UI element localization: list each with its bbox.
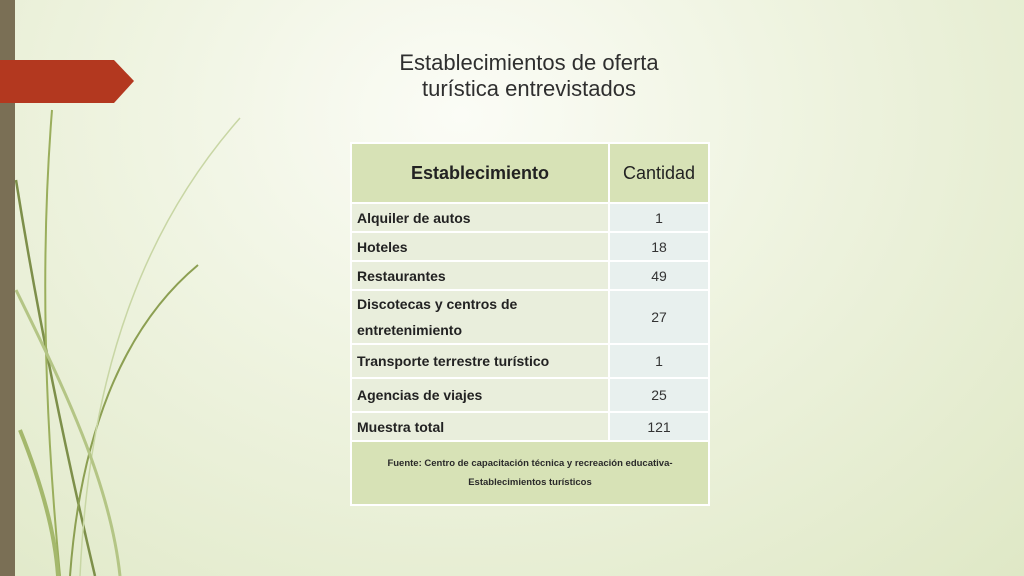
row-count: 18 xyxy=(609,232,709,261)
title-line-2: turística entrevistados xyxy=(422,76,636,101)
accent-arrow-tab xyxy=(0,60,134,103)
row-name: Muestra total xyxy=(351,412,609,441)
row-count: 1 xyxy=(609,203,709,232)
row-name: Discotecas y centros de entretenimiento xyxy=(351,290,609,344)
row-name: Alquiler de autos xyxy=(351,203,609,232)
table-row xyxy=(351,203,709,232)
row-name: Restaurantes xyxy=(351,261,609,290)
header-quantity: Cantidad xyxy=(609,143,709,203)
row-name: Hoteles xyxy=(351,232,609,261)
row-count: 121 xyxy=(609,412,709,441)
table-header-row xyxy=(351,143,709,203)
table-row-total xyxy=(351,412,709,441)
source-line-2: Establecimientos turísticos xyxy=(468,477,592,488)
table-row xyxy=(351,290,709,344)
row-name: Transporte terrestre turístico xyxy=(351,344,609,378)
table-row xyxy=(351,378,709,412)
table-row xyxy=(351,344,709,378)
row-count: 49 xyxy=(609,261,709,290)
source-line-1: Fuente: Centro de capacitación técnica y recreación educativa- xyxy=(387,458,673,469)
header-establishment: Establecimiento xyxy=(351,143,609,203)
establishments-table xyxy=(350,142,710,506)
row-count: 27 xyxy=(609,290,709,344)
row-count: 1 xyxy=(609,344,709,378)
row-count: 25 xyxy=(609,378,709,412)
slide-title xyxy=(352,50,706,102)
source-note xyxy=(351,441,709,505)
table-row xyxy=(351,261,709,290)
title-line-1: Establecimientos de oferta xyxy=(399,50,659,75)
table-row xyxy=(351,232,709,261)
row-name: Agencias de viajes xyxy=(351,378,609,412)
table-source-row xyxy=(351,441,709,505)
